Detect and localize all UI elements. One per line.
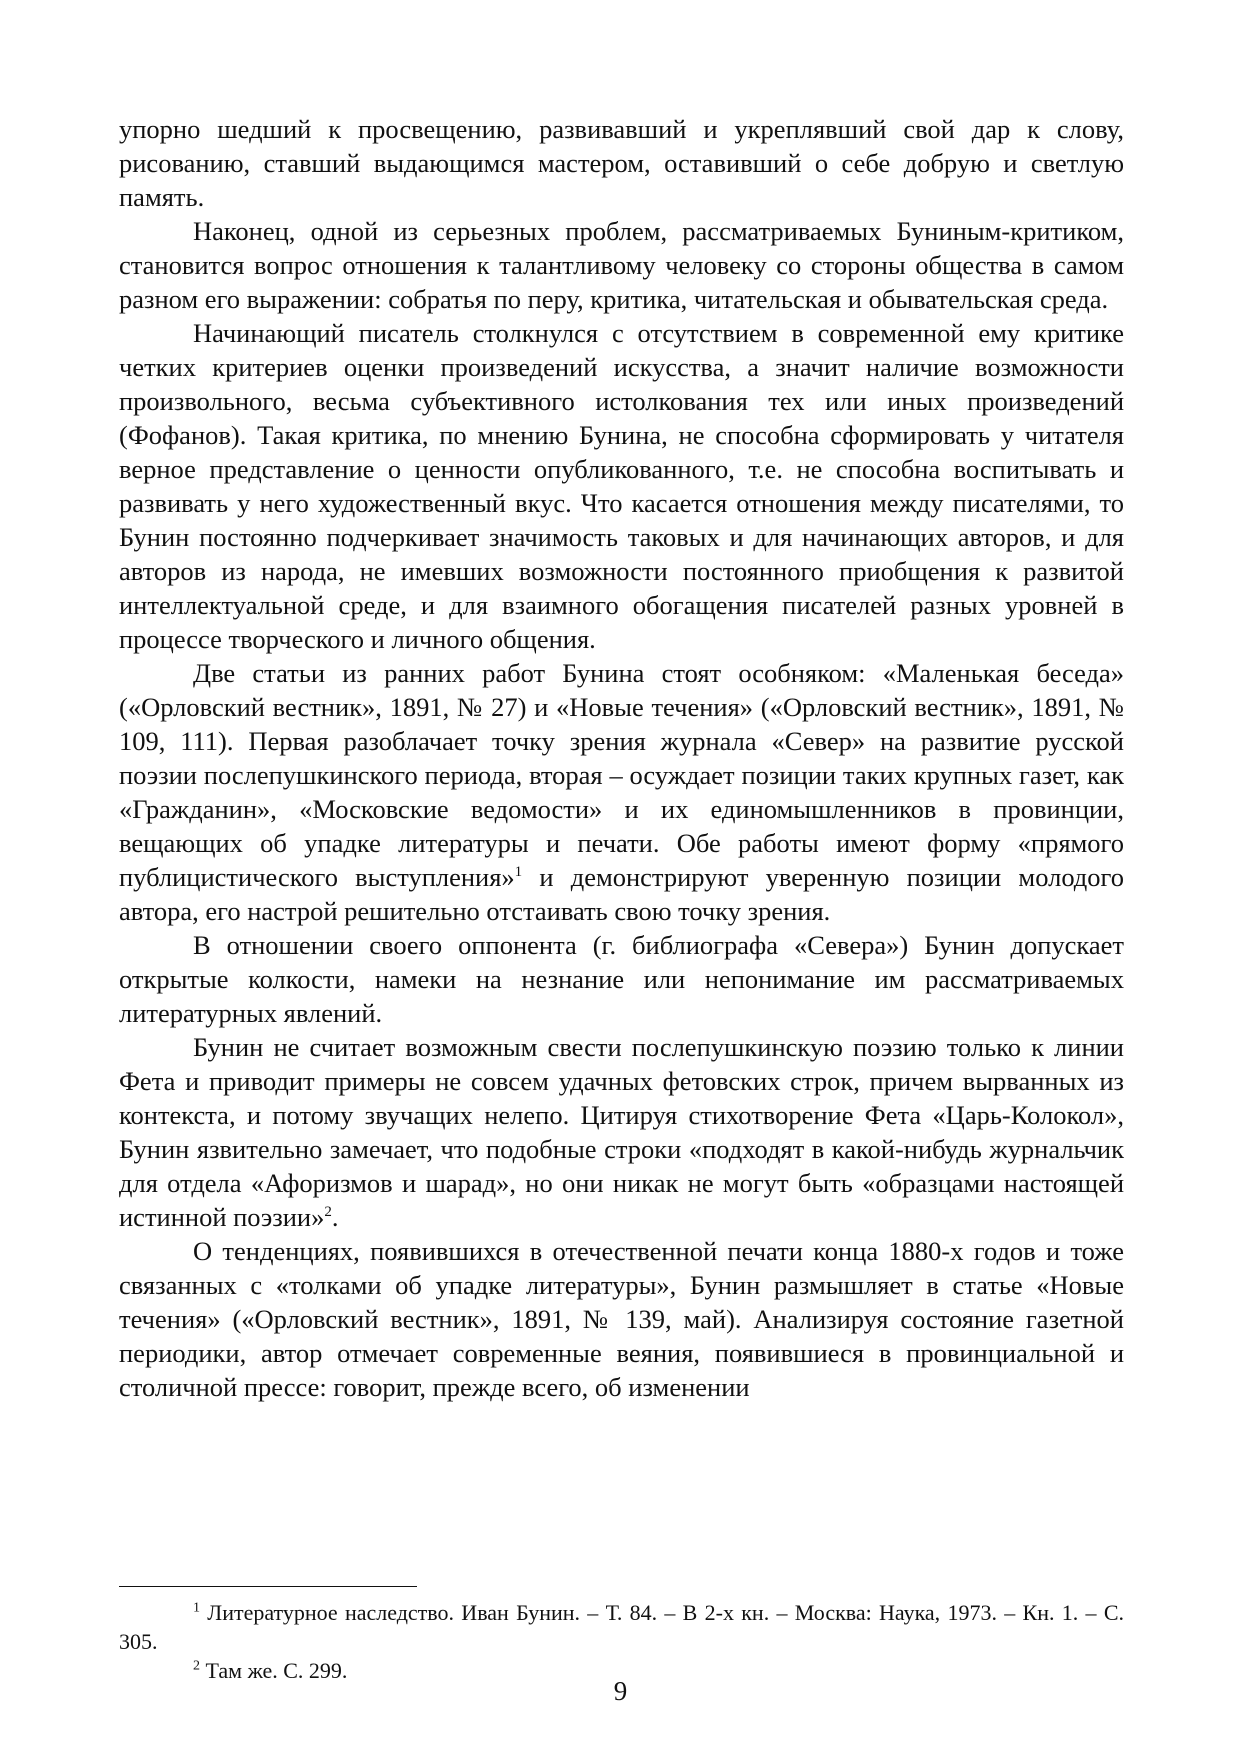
paragraph-5: В отношении своего оппонента (г. библиографа «Севера») Бунин допускает открытые колкости, намеки на незнание или непонимание им рассматриваемых литературных явлений. (119, 930, 1124, 1028)
paragraph-2: Наконец, одной из серьезных проблем, рассматриваемых Буниным-критиком, становится вопрос отношения к талантливому человеку со стороны общества в самом разном его выражении: собратья по перу, критика, читательская и обывательская среда. (119, 216, 1124, 314)
footnote-1-text: Литературное наследство. Иван Бунин. – Т. 84. – В 2-х кн. – Москва: Наука, 1973. – Кн. 1. – С. 305. (119, 1600, 1124, 1654)
paragraph-7: О тенденциях, появившихся в отечественной печати конца 1880-х годов и тоже связанных с «толками об упадке литературы», Бунин размышляет в статье «Новые течения» («Орловский вестник», 1891, № 139, май). Анализируя состояние газетной периодики, автор отмечает современные веяния, появившиеся в провинциальной и столичной прессе: говорит, прежде всего, об изменении (119, 1236, 1124, 1402)
paragraph-4-text-a: Две статьи из ранних работ Бунина стоят особняком: «Маленькая беседа» («Орловский вестник», 1891, № 27) и «Новые течения» («Орловский вестник», 1891, № 109, 111). Первая разоблачает точку зрения журнала «Север» на развитие русской поэзии послепушкинского периода, вторая – осуждает позиции таких крупных газет, как «Гражданин», «Московские ведомости» и их единомышленников в провинции, вещающих об упадке литературы и печати. Обе работы имеют форму «прямого публицистического выступления» (119, 658, 1124, 892)
paragraph-6-text-a: Бунин не считает возможным свести послепушкинскую поэзию только к линии Фета и приводит примеры не совсем удачных фетовских строк, причем вырванных из контекста, и потому звучащих нелепо. Цитируя стихотворение Фета «Царь-Колокол», Бунин язвительно замечает, что подобные строки «подходят в какой-нибудь журнальчик для отдела «Афоризмов и шарад», но они никак не могут быть «образцами настоящей истинной поэзии» (119, 1032, 1124, 1232)
page-body (119, 112, 1124, 1404)
paragraph-6-text-b: . (331, 1202, 339, 1232)
paragraph-4-text-b: и демонстрируют уверенную позиции молодого автора, его настрой решительно отстаивать свою точку зрения. (119, 862, 1124, 926)
paragraph-6 (119, 1030, 1124, 1234)
footnotes (119, 1598, 1124, 1685)
footnote-2-text: Там же. С. 299. (200, 1658, 348, 1683)
paragraph-1: упорно шедший к просвещению, развивавший и укреплявший свой дар к слову, рисованию, ставший выдающимся мастером, оставивший о себе добрую и светлую память. (119, 114, 1124, 212)
page-number: 9 (613, 1676, 628, 1706)
footnote-ref-2[interactable]: 2 (324, 1204, 332, 1221)
footnote-divider (119, 1586, 417, 1587)
footnote-1 (119, 1598, 1124, 1656)
footnote-ref-1[interactable]: 1 (514, 864, 523, 881)
footnote-1-number: 1 (193, 1600, 200, 1616)
paragraph-4 (119, 656, 1124, 928)
footnote-2-number: 2 (193, 1658, 200, 1674)
paragraph-3: Начинающий писатель столкнулся с отсутствием в современной ему критике четких критериев оценки произведений искусства, а значит наличие возможности произвольного, весьма субъективного истолкования тех или иных произведений (Фофанов). Такая критика, по мнению Бунина, не способна сформировать у читателя верное представление о ценности опубликованного, т.е. не способна воспитывать и развивать у него художественный вкус. Что касается отношения между писателями, то Бунин постоянно подчеркивает значимость таковых и для начинающих авторов, и для авторов из народа, не имевших возможности постоянного приобщения к развитой интеллектуальной среде, и для взаимного обогащения писателей разных уровней в процессе творческого и личного общения. (119, 318, 1124, 654)
